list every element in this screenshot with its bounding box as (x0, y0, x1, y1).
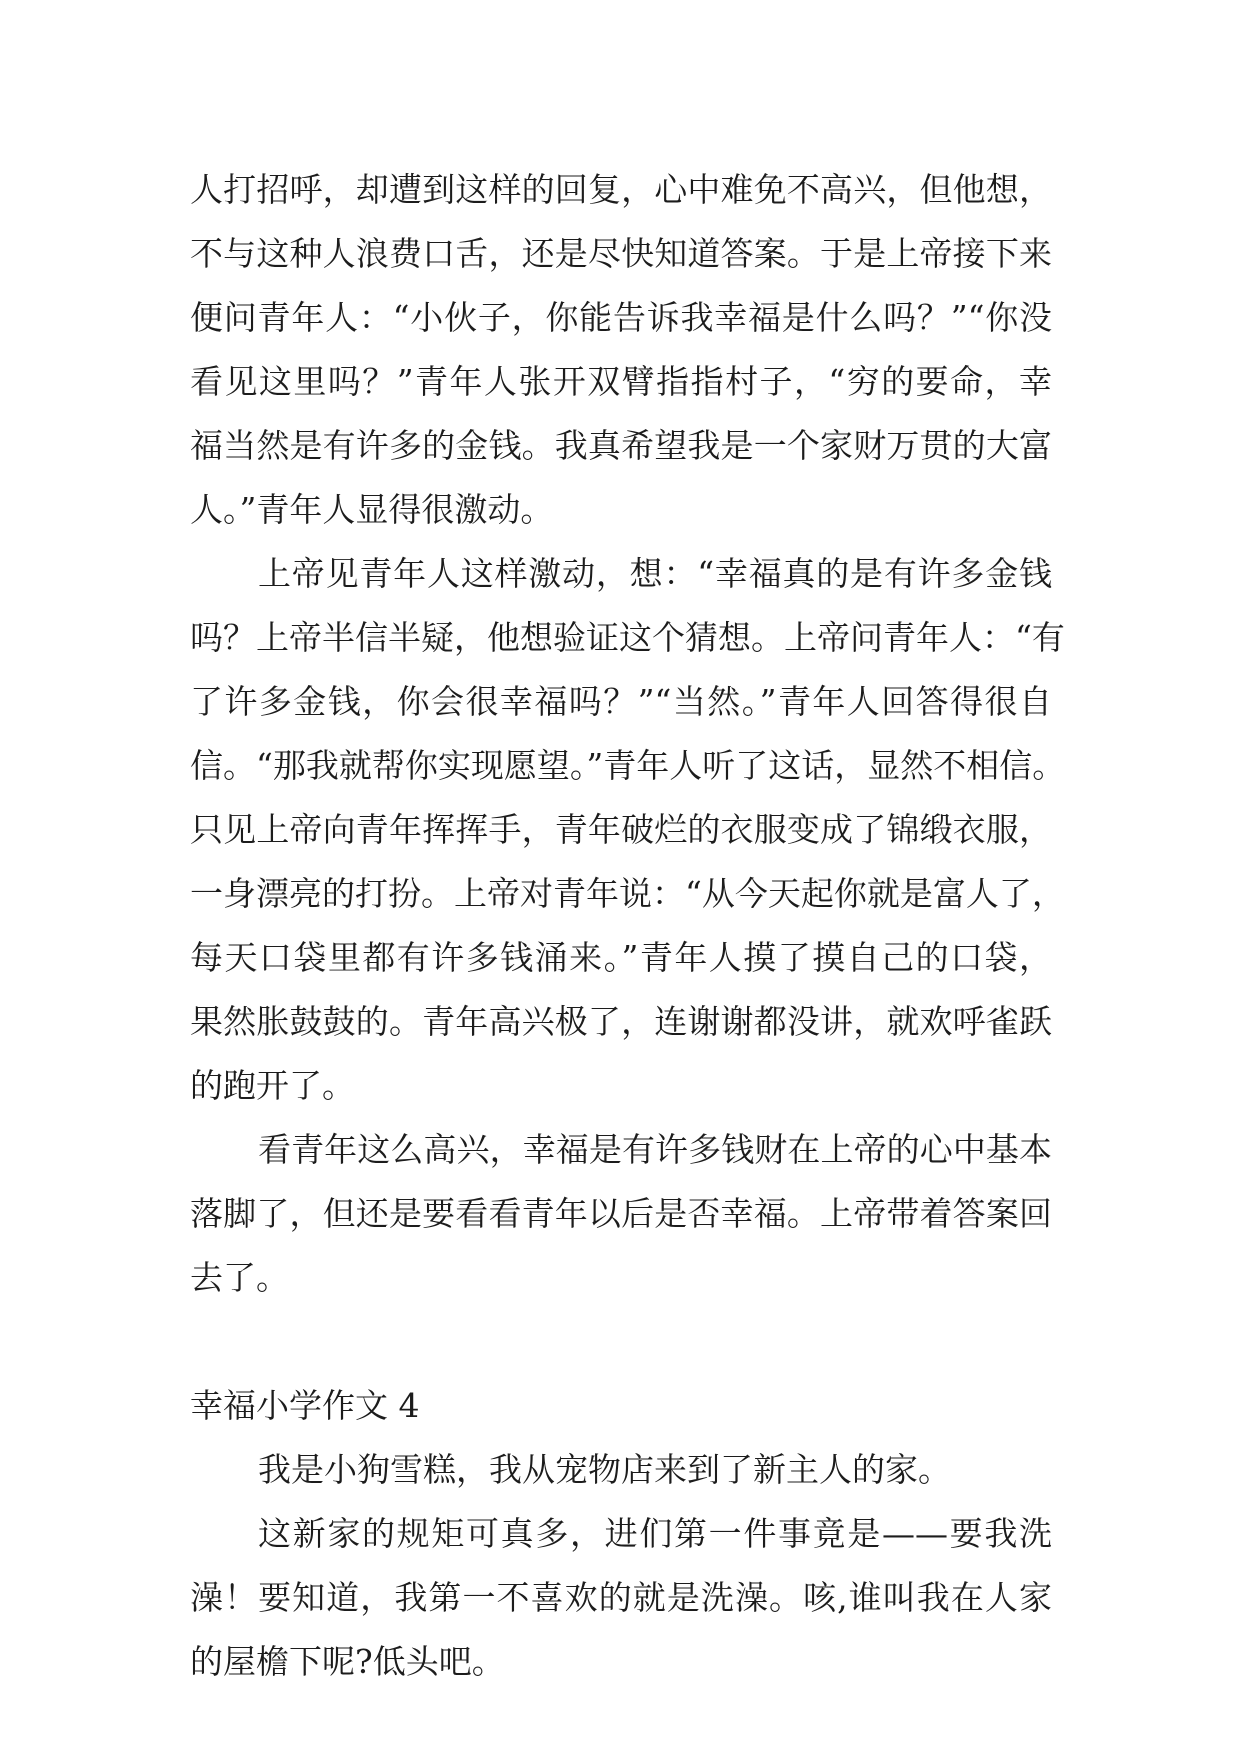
text-line: 了许多金钱，你会很幸福吗？”“当然。”青年人回答得很自 (190, 682, 1052, 721)
paragraph (190, 1438, 1052, 1502)
text-line: 我是小狗雪糕，我从宠物店来到了新主人的家。 (258, 1450, 951, 1489)
text-line: 人。”青年人显得很激动。 (190, 490, 554, 529)
section-heading: 幸福小学作文 4 (190, 1386, 420, 1425)
text-line: 的屋檐下呢?低头吧。 (190, 1642, 505, 1681)
text-line: 便问青年人：“小伙子，你能告诉我幸福是什么吗？”“你没 (190, 298, 1052, 337)
text-line: 的跑开了。 (190, 1066, 355, 1105)
paragraph (190, 158, 1052, 542)
text-line: 福当然是有许多的金钱。我真希望我是一个家财万贯的大富 (190, 426, 1052, 465)
text-line: 果然胀鼓鼓的。青年高兴极了，连谢谢都没讲，就欢呼雀跃 (190, 1002, 1052, 1041)
text-line: 吗？上帝半信半疑，他想验证这个猜想。上帝问青年人：“有 (190, 618, 1065, 657)
text-line: 不与这种人浪费口舌，还是尽快知道答案。于是上帝接下来 (190, 234, 1052, 273)
paragraph (190, 1502, 1052, 1694)
text-line: 上帝见青年人这样激动，想：“幸福真的是有许多金钱 (258, 554, 1052, 593)
document-body (190, 158, 1066, 1694)
text-line: 每天口袋里都有许多钱涌来。”青年人摸了摸自己的口袋， (190, 938, 1052, 977)
text-line: 一身漂亮的打扮。上帝对青年说：“从今天起你就是富人了， (190, 874, 1065, 913)
text-line: 只见上帝向青年挥挥手，青年破烂的衣服变成了锦缎衣服， (190, 810, 1052, 849)
text-line: 澡！要知道，我第一不喜欢的就是洗澡。咳,谁叫我在人家 (190, 1578, 1052, 1617)
text-line: 落脚了，但还是要看看青年以后是否幸福。上帝带着答案回 (190, 1194, 1052, 1233)
blank-line (190, 1310, 1052, 1374)
text-line: 信。“那我就帮你实现愿望。”青年人听了这话，显然不相信。 (190, 746, 1066, 785)
text-line: 这新家的规矩可真多，进们第一件事竟是——要我洗 (258, 1514, 1052, 1553)
text-line: 去了。 (190, 1258, 289, 1297)
text-line: 看见这里吗？”青年人张开双臂指指村子，“穷的要命，幸 (190, 362, 1052, 401)
paragraph (190, 1118, 1052, 1310)
text-line: 看青年这么高兴，幸福是有许多钱财在上帝的心中基本 (258, 1130, 1052, 1169)
paragraph (190, 542, 1066, 1118)
text-line: 人打招呼，却遭到这样的回复，心中难免不高兴，但他想， (190, 170, 1052, 209)
